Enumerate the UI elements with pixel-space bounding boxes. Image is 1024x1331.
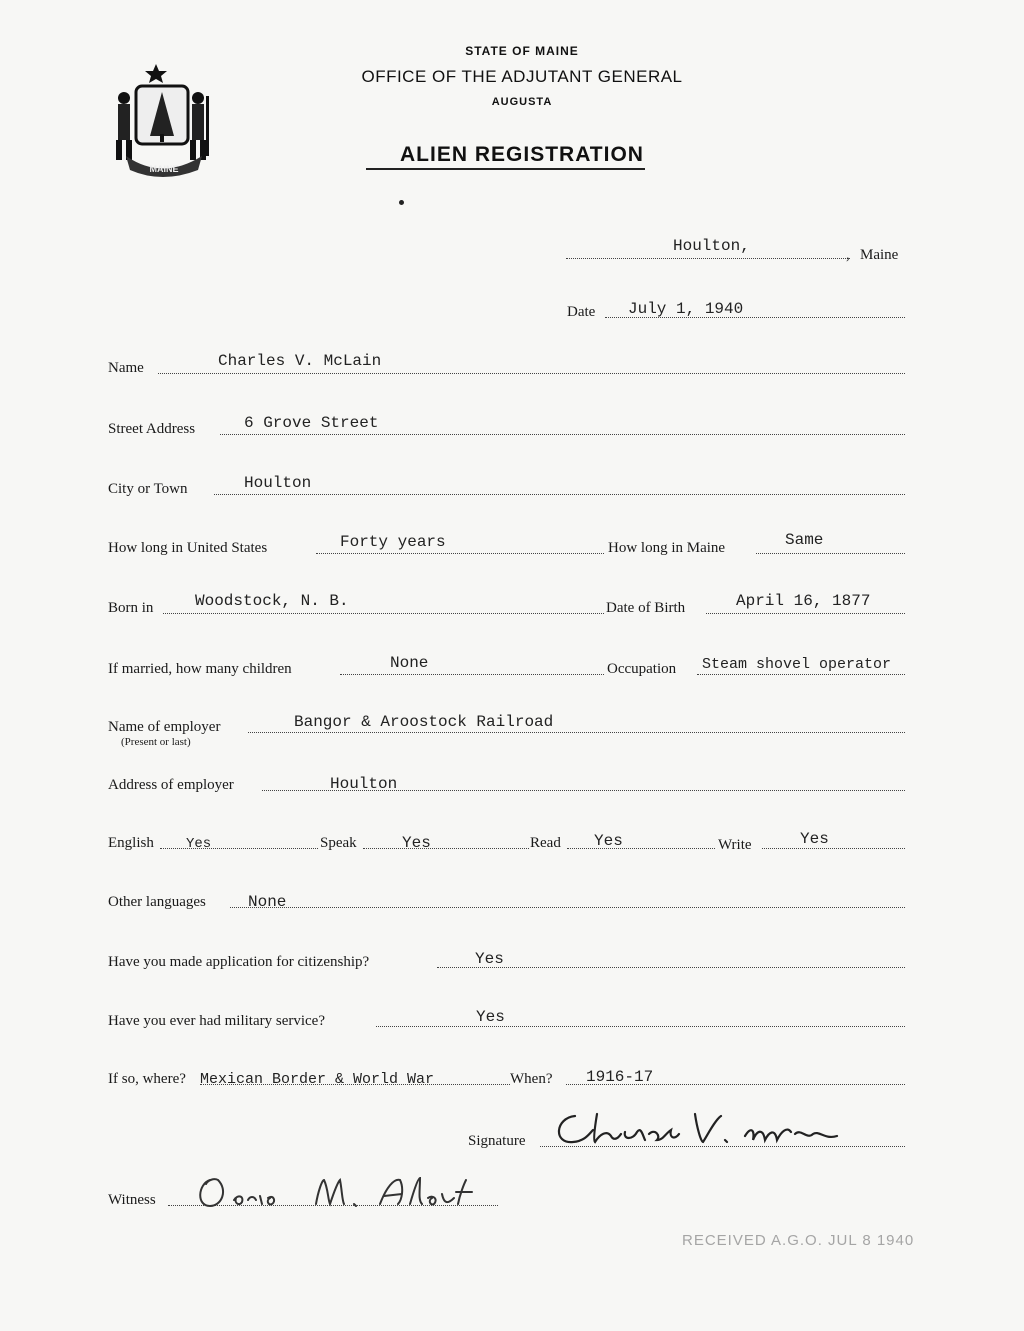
other-languages-line [230,907,905,908]
born-line [163,613,604,614]
date-label: Date [567,304,596,320]
employer-sublabel: (Present or last) [121,736,191,748]
us-duration-value: Forty years [340,533,446,551]
handwritten-signature [545,1106,845,1152]
maine-duration-label: How long in Maine [608,540,726,556]
citizenship-label: Have you made application for citizenship? [108,954,370,970]
seal-banner-text: MAINE [149,164,179,174]
received-stamp: RECEIVED A.G.O. JUL 8 1940 [682,1232,915,1249]
read-label: Read [530,835,561,851]
name-label: Name [108,360,144,376]
where-value: Mexican Border & World War [200,1071,435,1088]
name-value: Charles V. McLain [218,352,382,370]
occupation-label: Occupation [607,661,677,677]
date-value: July 1, 1940 [628,300,744,318]
english-label: English [108,835,154,851]
witness-label: Witness [108,1192,156,1208]
location-line [566,258,850,259]
signature-label: Signature [468,1133,526,1149]
speak-line [363,848,529,849]
born-label: Born in [108,600,154,616]
write-line [762,848,905,849]
occupation-line [697,674,905,675]
read-value: Yes [594,832,623,850]
title-underline [366,168,645,170]
office-heading: OFFICE OF THE ADJUTANT GENERAL [361,67,683,86]
city-value: Houlton [244,474,312,492]
military-line [376,1026,905,1027]
location-comma: , [846,247,850,263]
dob-value: April 16, 1877 [736,592,871,610]
children-line [340,674,604,675]
form-title: ALIEN REGISTRATION [400,143,644,166]
handwritten-witness-signature [188,1170,498,1214]
military-label: Have you ever had military service? [108,1013,325,1029]
location-label: Maine [860,247,899,263]
dob-line [706,613,905,614]
city-line [214,494,905,495]
read-line [567,848,715,849]
other-languages-value: None [248,893,287,911]
where-label: If so, where? [108,1071,186,1087]
employer-address-value: Houlton [330,775,398,793]
speak-value: Yes [402,834,431,852]
stray-dot [399,200,404,205]
when-label: When? [510,1071,553,1087]
us-duration-line [316,553,604,554]
citizenship-value: Yes [475,950,504,968]
us-duration-label: How long in United States [108,540,268,556]
employer-line [248,732,905,733]
city-heading: AUGUSTA [491,96,553,108]
name-line [158,373,905,374]
citizenship-line [437,967,905,968]
english-line [160,848,318,849]
city-label: City or Town [108,481,188,497]
occupation-value: Steam shovel operator [702,656,892,673]
maine-duration-line [756,553,905,554]
street-line [220,434,905,435]
speak-label: Speak [320,835,357,851]
other-languages-label: Other languages [108,894,206,910]
employer-value: Bangor & Aroostock Railroad [294,713,554,731]
employer-address-label: Address of employer [108,777,234,793]
employer-label: Name of employer [108,719,221,735]
children-value: None [390,654,429,672]
dob-label: Date of Birth [606,600,686,616]
children-label: If married, how many children [108,661,292,677]
street-label: Street Address [108,421,196,437]
street-value: 6 Grove Street [244,414,379,432]
state-heading: STATE OF MAINE [465,44,579,58]
military-value: Yes [476,1008,505,1026]
write-value: Yes [800,830,829,848]
write-label: Write [718,837,752,853]
english-value: Yes [186,836,212,852]
when-value: 1916-17 [586,1068,654,1086]
location-value: Houlton, [673,237,750,255]
born-value: Woodstock, N. B. [195,592,349,610]
maine-duration-value: Same [785,531,824,549]
